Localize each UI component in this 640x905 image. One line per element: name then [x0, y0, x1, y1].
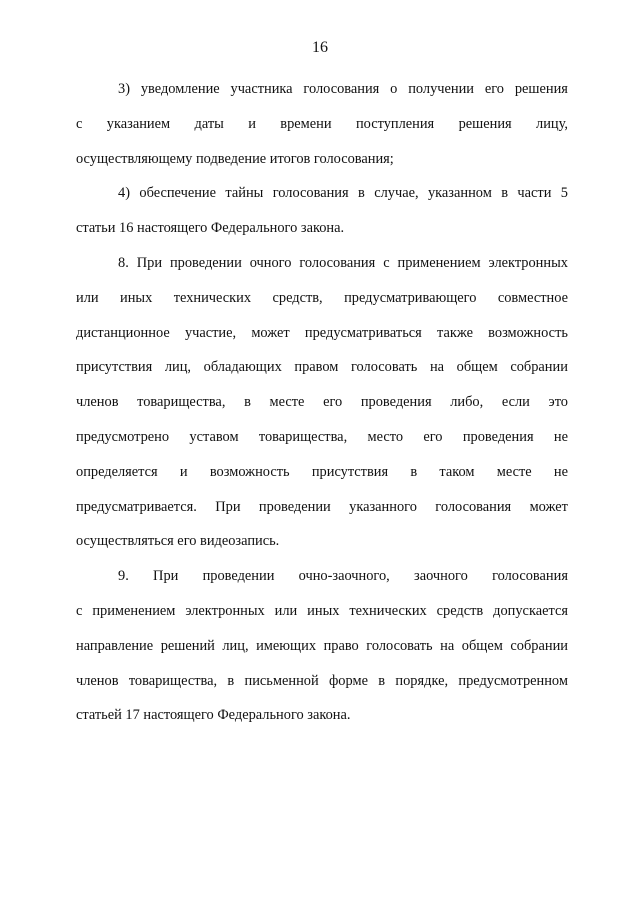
paragraph-line: или иных технических средств, предусматривающего совместное [76, 289, 568, 306]
paragraph-line: с применением электронных или иных технических средств допускается [76, 602, 568, 619]
paragraph-line: статьи 16 настоящего Федерального закона. [76, 220, 345, 237]
paragraph-section-9 [76, 559, 568, 733]
paragraph-line: членов товарищества, в месте его проведения либо, если это [76, 394, 568, 411]
paragraph-line: с указанием даты и времени поступления решения лицу, [76, 115, 568, 132]
paragraph-line: дистанционное участие, может предусматриваться также возможность [76, 324, 568, 341]
paragraph-line: осуществляющему подведение итогов голосования; [76, 150, 394, 167]
paragraph-line: присутствия лиц, обладающих правом голосовать на общем собрании [76, 359, 568, 376]
paragraph-line: осуществляться его видеозапись. [76, 533, 280, 550]
paragraph-line: 8. При проведении очного голосования с применением электронных [118, 254, 568, 271]
paragraph-line: предусматривается. При проведении указанного голосования может [76, 498, 568, 515]
paragraph-line: направление решений лиц, имеющих право голосовать на общем собрании [76, 637, 568, 654]
document-body [76, 72, 568, 733]
paragraph-line: определяется и возможность присутствия в таком месте не [76, 463, 568, 480]
paragraph-line: членов товарищества, в письменной форме в порядке, предусмотренном [76, 672, 568, 689]
paragraph-item-3 [76, 72, 568, 176]
paragraph-item-4 [76, 176, 568, 246]
paragraph-line: 3) уведомление участника голосования о получении его решения [118, 81, 568, 97]
paragraph-section-8 [76, 246, 568, 559]
paragraph-line: 9. При проведении очно-заочного, заочного голосования [118, 568, 568, 585]
page-number: 16 [312, 39, 328, 56]
paragraph-line: 4) обеспечение тайны голосования в случае, указанном в части 5 [118, 185, 568, 202]
paragraph-line: предусмотрено уставом товарищества, место его проведения не [76, 428, 568, 445]
paragraph-line: статьей 17 настоящего Федерального закона. [76, 707, 351, 724]
